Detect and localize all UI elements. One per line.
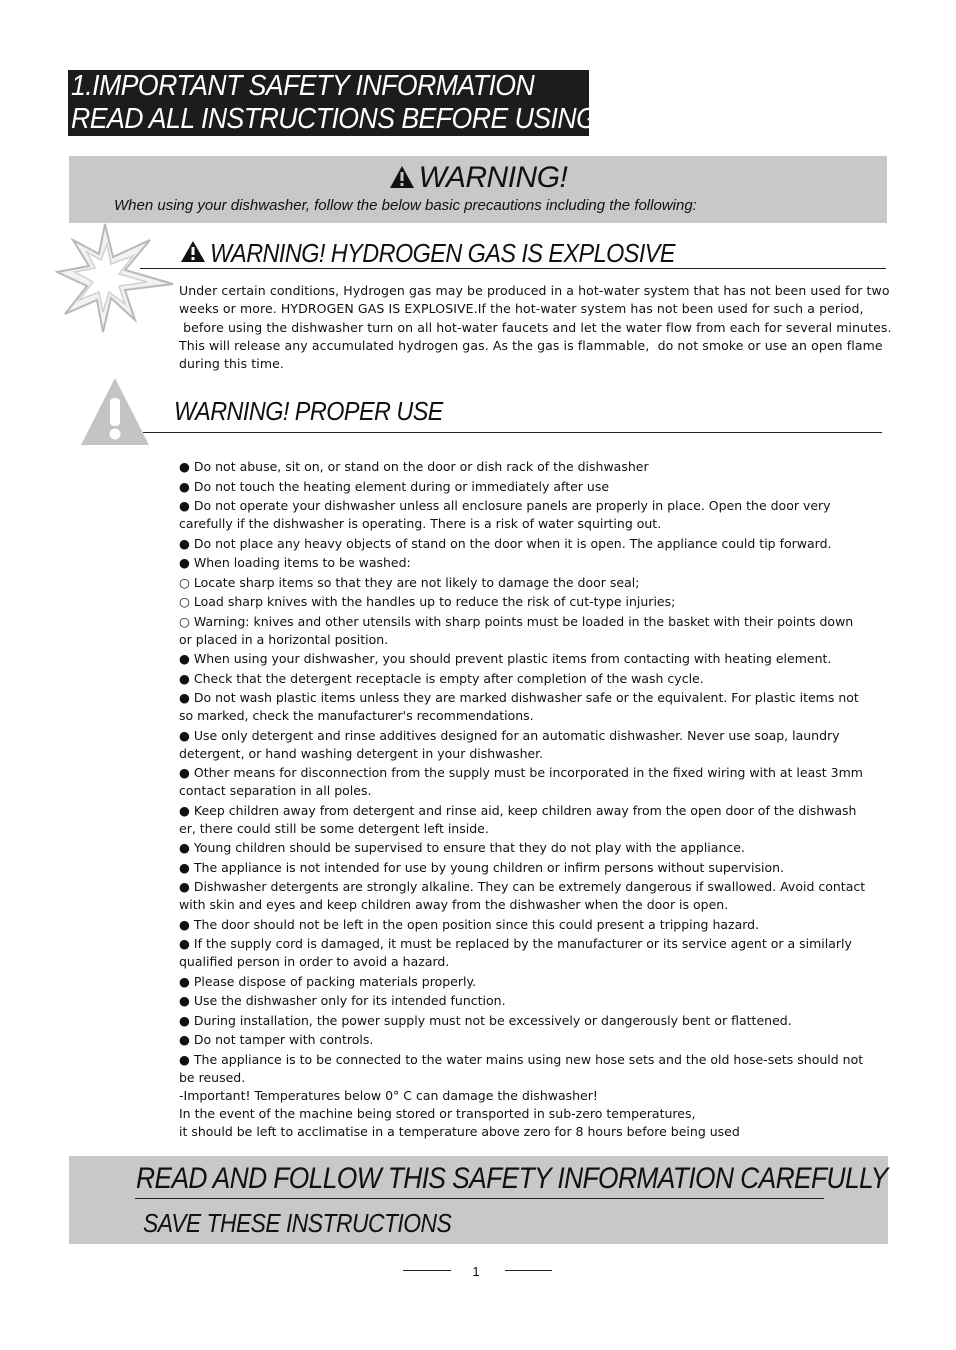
list-item-line: ● Keep children away from detergent and rinse aid, keep children away from the open door of the dishwash	[179, 802, 857, 818]
list-item-line: er, there could still be some detergent left inside.	[179, 820, 489, 836]
warning-triangle-icon	[180, 240, 206, 268]
list-item-line: ● Check that the detergent receptacle is empty after completion of the wash cycle.	[179, 670, 704, 686]
list-item	[179, 458, 879, 476]
list-item	[179, 935, 879, 971]
list-item	[179, 1012, 879, 1030]
list-item-line: ● Please dispose of packing materials properly.	[179, 973, 477, 989]
list-item	[179, 859, 879, 877]
warning-triangle-icon	[389, 162, 415, 198]
proper-use-divider	[143, 432, 882, 433]
list-item	[179, 764, 879, 800]
hydrogen-divider	[140, 268, 886, 269]
warning-title	[69, 160, 887, 198]
list-item-line: ● When using your dishwasher, you should prevent plastic items from contacting with heating element.	[179, 651, 832, 666]
list-item	[179, 670, 879, 688]
list-item	[179, 650, 879, 668]
list-item	[179, 727, 879, 763]
list-item	[179, 992, 879, 1010]
list-item-line: contact separation in all poles.	[179, 783, 372, 798]
list-item	[179, 554, 879, 572]
list-item-line: ○ Locate sharp items so that they are not likely to damage the door seal;	[179, 574, 640, 590]
list-item-line: ● If the supply cord is damaged, it must be replaced by the manufacturer or its service agent or a similarly	[179, 936, 852, 951]
list-item-line: qualified person in order to avoid a hazard.	[179, 954, 450, 969]
list-item-line: ● Do not touch the heating element during or immediately after use	[179, 478, 610, 494]
header-line-1: 1.IMPORTANT SAFETY INFORMATION	[71, 70, 535, 102]
list-item	[179, 802, 879, 838]
proper-use-title: WARNING! PROPER USE	[174, 396, 443, 426]
page-number: 1	[472, 1264, 480, 1279]
hydrogen-title	[180, 238, 727, 268]
list-item	[179, 1031, 879, 1049]
list-item-line: ● Dishwasher detergents are strongly alkaline. They can be extremely dangerous if swallowed. Avoid contact	[179, 879, 866, 894]
list-item-line: -Important! Temperatures below 0° C can damage the dishwasher!	[179, 1087, 598, 1103]
list-item-line: it should be left to acclimatise in a temperature above zero for 8 hours before being used	[179, 1123, 740, 1139]
list-item-line: or placed in a horizontal position.	[179, 631, 389, 647]
footer-rule-left	[403, 1270, 451, 1271]
list-item-line: ● The appliance is not intended for use by young children or infirm persons without supervision.	[179, 859, 785, 875]
list-item-line: ● Do not tamper with controls.	[179, 1032, 374, 1047]
paragraph-line: weeks or more. HYDROGEN GAS IS EXPLOSIVE.If the hot-water system has not been used for such a period,	[179, 301, 864, 317]
closing-title: READ AND FOLLOW THIS SAFETY INFORMATION CAREFULLY	[136, 1162, 888, 1195]
closing-divider	[135, 1198, 824, 1199]
list-item-line: ● Do not place any heavy objects of stand on the door when it is open. The appliance could tip forward.	[179, 535, 832, 551]
list-item-line: so marked, check the manufacturer's recommendations.	[179, 708, 534, 723]
list-item-line: ○ Warning: knives and other utensils with sharp points must be loaded in the basket with their points down	[179, 613, 854, 629]
hydrogen-title-text: WARNING! HYDROGEN GAS IS EXPLOSIVE	[210, 238, 676, 268]
closing-subtitle: SAVE THESE INSTRUCTIONS	[143, 1208, 452, 1238]
paragraph-line: before using the dishwasher turn on all hot-water faucets and let the water flow from each for several minutes.	[179, 319, 892, 335]
explosion-burst-icon	[55, 222, 175, 337]
list-item-line: detergent, or hand washing detergent in your dishwasher.	[179, 745, 544, 761]
list-item-line: carefully if the dishwasher is operating. There is a risk of water squirting out.	[179, 516, 662, 531]
list-item	[179, 1051, 879, 1141]
list-item-line: ● Do not operate your dishwasher unless all enclosure panels are properly in place. Open the door very	[179, 498, 831, 513]
list-item	[179, 497, 879, 533]
proper-use-list	[179, 458, 879, 1142]
list-item-line: In the event of the machine being stored or transported in sub-zero temperatures,	[179, 1105, 696, 1121]
list-item-line: ● Use only detergent and rinse additives designed for an automatic dishwasher. Never use soap, laundry	[179, 727, 840, 743]
list-item	[179, 878, 879, 914]
list-item	[179, 613, 879, 649]
list-item-line: ● During installation, the power supply must not be excessively or dangerously bent or flattened.	[179, 1012, 792, 1028]
list-item	[179, 839, 879, 857]
list-item-line: be reused.	[179, 1069, 246, 1085]
list-item	[179, 689, 879, 725]
list-item-line: ● Other means for disconnection from the supply must be incorporated in the fixed wiring with at least 3mm	[179, 765, 863, 780]
list-item	[179, 916, 879, 934]
list-item-line: ○ Load sharp knives with the handles up to reduce the risk of cut-type injuries;	[179, 594, 676, 609]
closing-banner	[69, 1156, 888, 1244]
paragraph-line: This will release any accumulated hydrogen gas. As the gas is flammable, do not smoke or use an open flame	[179, 337, 883, 353]
footer-rule-right	[505, 1270, 552, 1271]
list-item-line: ● The door should not be left in the open position since this could present a tripping hazard.	[179, 916, 760, 932]
list-item-line: ● Do not wash plastic items unless they are marked dishwasher safe or the equivalent. For plastic items not	[179, 690, 859, 705]
warning-banner	[69, 156, 887, 223]
caution-exclamation-icon	[79, 376, 151, 448]
list-item	[179, 973, 879, 991]
list-item-line: ● When loading items to be washed:	[179, 555, 411, 570]
section-header	[68, 70, 597, 136]
list-item	[179, 593, 879, 611]
list-item	[179, 574, 879, 592]
hydrogen-paragraph	[179, 282, 892, 373]
list-item-line: ● Do not abuse, sit on, or stand on the door or dish rack of the dishwasher	[179, 459, 649, 474]
paragraph-line: Under certain conditions, Hydrogen gas may be produced in a hot-water system that has not been used for two	[179, 283, 890, 298]
warning-title-text: WARNING!	[418, 161, 568, 194]
warning-subtitle: When using your dishwasher, follow the below basic precautions including the following:	[114, 197, 697, 214]
list-item	[179, 478, 879, 496]
list-item-line: ● Use the dishwasher only for its intended function.	[179, 993, 506, 1008]
list-item-line: with skin and eyes and keep children away from the dishwasher when the door is open.	[179, 897, 729, 912]
list-item-line: ● Young children should be supervised to ensure that they do not play with the appliance.	[179, 840, 745, 855]
header-line-2: READ ALL INSTRUCTIONS BEFORE USING	[71, 103, 597, 135]
paragraph-line: during this time.	[179, 356, 284, 372]
list-item	[179, 535, 879, 553]
list-item-line: ● The appliance is to be connected to the water mains using new hose sets and the old hose-sets should not	[179, 1051, 864, 1067]
